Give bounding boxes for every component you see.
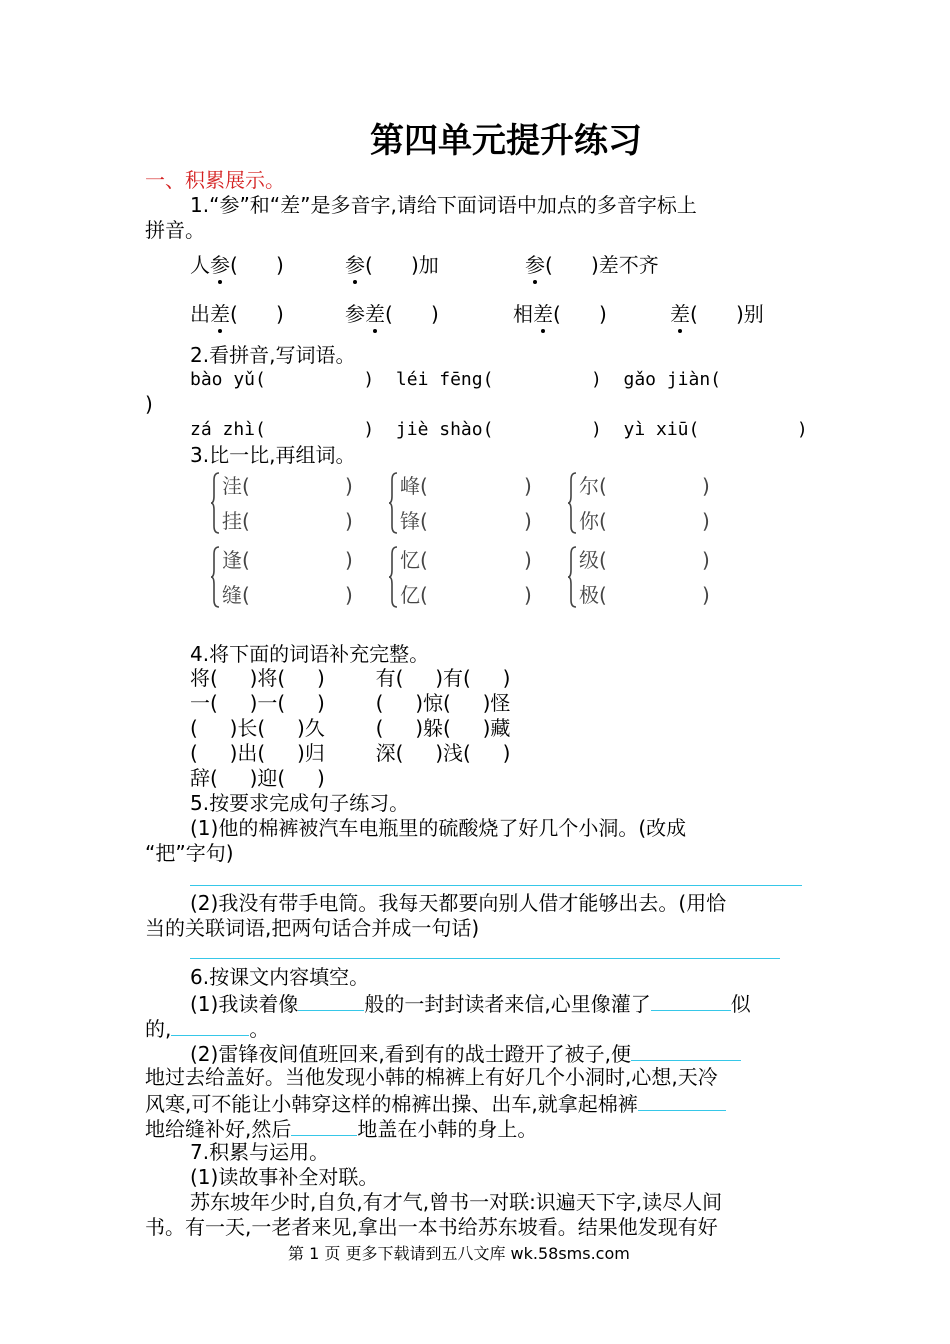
q7-heading: 7.积累与运用。	[190, 1140, 330, 1164]
q3-char: 亿(	[400, 583, 428, 607]
q1-prompt-cont: 拼音。	[145, 218, 205, 242]
close-paren: )	[345, 583, 353, 607]
q3-char: 逢(	[222, 548, 250, 572]
brace-icon	[567, 472, 577, 534]
q7-paragraph: 书。有一天,一老者来见,拿出一本书给苏东坡看。结果他发现有好	[145, 1215, 718, 1239]
brace-icon	[388, 546, 398, 608]
brace-icon	[210, 546, 220, 608]
q3-char: 尔(	[579, 474, 607, 498]
q6-line: 地给缝补好,然后 地盖在小韩的身上。	[145, 1117, 538, 1141]
fill-blank[interactable]	[638, 1090, 726, 1111]
q2-pinyin-row: zá zhì( ) jiè shào( ) yì xiū( )	[190, 419, 808, 440]
close-paren: )	[524, 583, 532, 607]
q2-heading: 2.看拼音,写词语。	[190, 343, 356, 367]
close-paren: )	[524, 548, 532, 572]
q3-char: 挂(	[222, 509, 250, 533]
close-paren: )	[702, 583, 710, 607]
q4-row: 一( )一( ) ( )惊( )怪	[190, 691, 511, 715]
q3-char: 缝(	[222, 583, 250, 607]
q6-line: (2)雷锋夜间值班回来,看到有的战士蹬开了被子,便	[190, 1040, 741, 1066]
close-paren: )	[345, 474, 353, 498]
q3-char: 峰(	[400, 474, 428, 498]
fill-blank[interactable]	[298, 990, 364, 1011]
q4-row: 辞( )迎( )	[190, 766, 325, 790]
q5-sentence: (1)他的棉裤被汽车电瓶里的硫酸烧了好几个小洞。(改成	[190, 816, 687, 840]
q1-prompt: 1.“参”和“差”是多音字,请给下面词语中加点的多音字标上	[190, 193, 697, 217]
brace-icon	[388, 472, 398, 534]
page-footer: 第 1 页 更多下载请到五八文库 wk.58sms.com	[288, 1244, 630, 1263]
q1-word: 相差( )	[513, 302, 607, 326]
q7-subheading: (1)读故事补全对联。	[190, 1165, 379, 1189]
q3-char: 忆(	[400, 548, 428, 572]
fill-blank[interactable]	[631, 1040, 741, 1061]
q3-char: 锋(	[400, 509, 428, 533]
fill-blank[interactable]	[291, 1115, 357, 1136]
q4-heading: 4.将下面的词语补充完整。	[190, 642, 430, 666]
q5-sentence-cont: 当的关联词语,把两句话合并成一句话)	[145, 916, 480, 940]
q5-heading: 5.按要求完成句子练习。	[190, 791, 410, 815]
q6-heading: 6.按课文内容填空。	[190, 965, 370, 989]
q4-row: ( )出( )归 深( )浅( )	[190, 741, 511, 765]
brace-icon	[210, 472, 220, 534]
q1-word: 参差( )	[345, 302, 439, 326]
fill-blank[interactable]	[651, 990, 731, 1011]
close-paren: )	[345, 509, 353, 533]
q5-sentence: (2)我没有带手电筒。我每天都要向别人借才能够出去。(用恰	[190, 891, 727, 915]
close-paren: )	[702, 474, 710, 498]
answer-line[interactable]	[190, 958, 780, 959]
q6-line: 地过去给盖好。当他发现小韩的棉裤上有好几个小洞时,心想,天冷	[145, 1065, 718, 1089]
close-paren: )	[702, 548, 710, 572]
q3-char: 级(	[579, 548, 607, 572]
close-paren: )	[702, 509, 710, 533]
q6-line: 风寒,可不能让小韩穿这样的棉裤出操、出车,就拿起棉裤	[145, 1090, 726, 1116]
q1-word: 出差( )	[190, 302, 284, 326]
q5-sentence-cont: “把”字句)	[145, 841, 234, 865]
q2-pinyin-row: bào yǔ( ) léi fēng( ) gǎo jiàn(	[190, 369, 722, 390]
fill-blank[interactable]	[171, 1015, 249, 1036]
q1-word: 参( )加	[345, 253, 439, 277]
q1-word: 参( )差不齐	[525, 253, 659, 277]
q3-heading: 3.比一比,再组词。	[190, 443, 356, 467]
close-paren: )	[524, 509, 532, 533]
page-title: 第四单元提升练习	[370, 121, 642, 161]
q3-char: 你(	[579, 509, 607, 533]
q6-line: (1)我读着像 般的一封封读者来信,心里像灌了 似	[190, 992, 751, 1016]
brace-icon	[567, 546, 577, 608]
q3-char: 洼(	[222, 474, 250, 498]
q4-row: ( )长( )久 ( )躲( )藏	[190, 716, 511, 740]
section-heading: 一、积累展示。	[145, 168, 285, 192]
q7-paragraph: 苏东坡年少时,自负,有才气,曾书一对联:识遍天下字,读尽人间	[190, 1190, 723, 1214]
answer-line[interactable]	[190, 885, 802, 886]
q1-word: 人参( )	[190, 253, 284, 277]
q6-line: 的, 。	[145, 1017, 270, 1041]
close-paren: )	[524, 474, 532, 498]
q4-row: 将( )将( ) 有( )有( )	[190, 666, 511, 690]
q2-paren-wrap: )	[145, 392, 153, 416]
q1-word: 差( )别	[670, 302, 764, 326]
q3-char: 极(	[579, 583, 607, 607]
close-paren: )	[345, 548, 353, 572]
